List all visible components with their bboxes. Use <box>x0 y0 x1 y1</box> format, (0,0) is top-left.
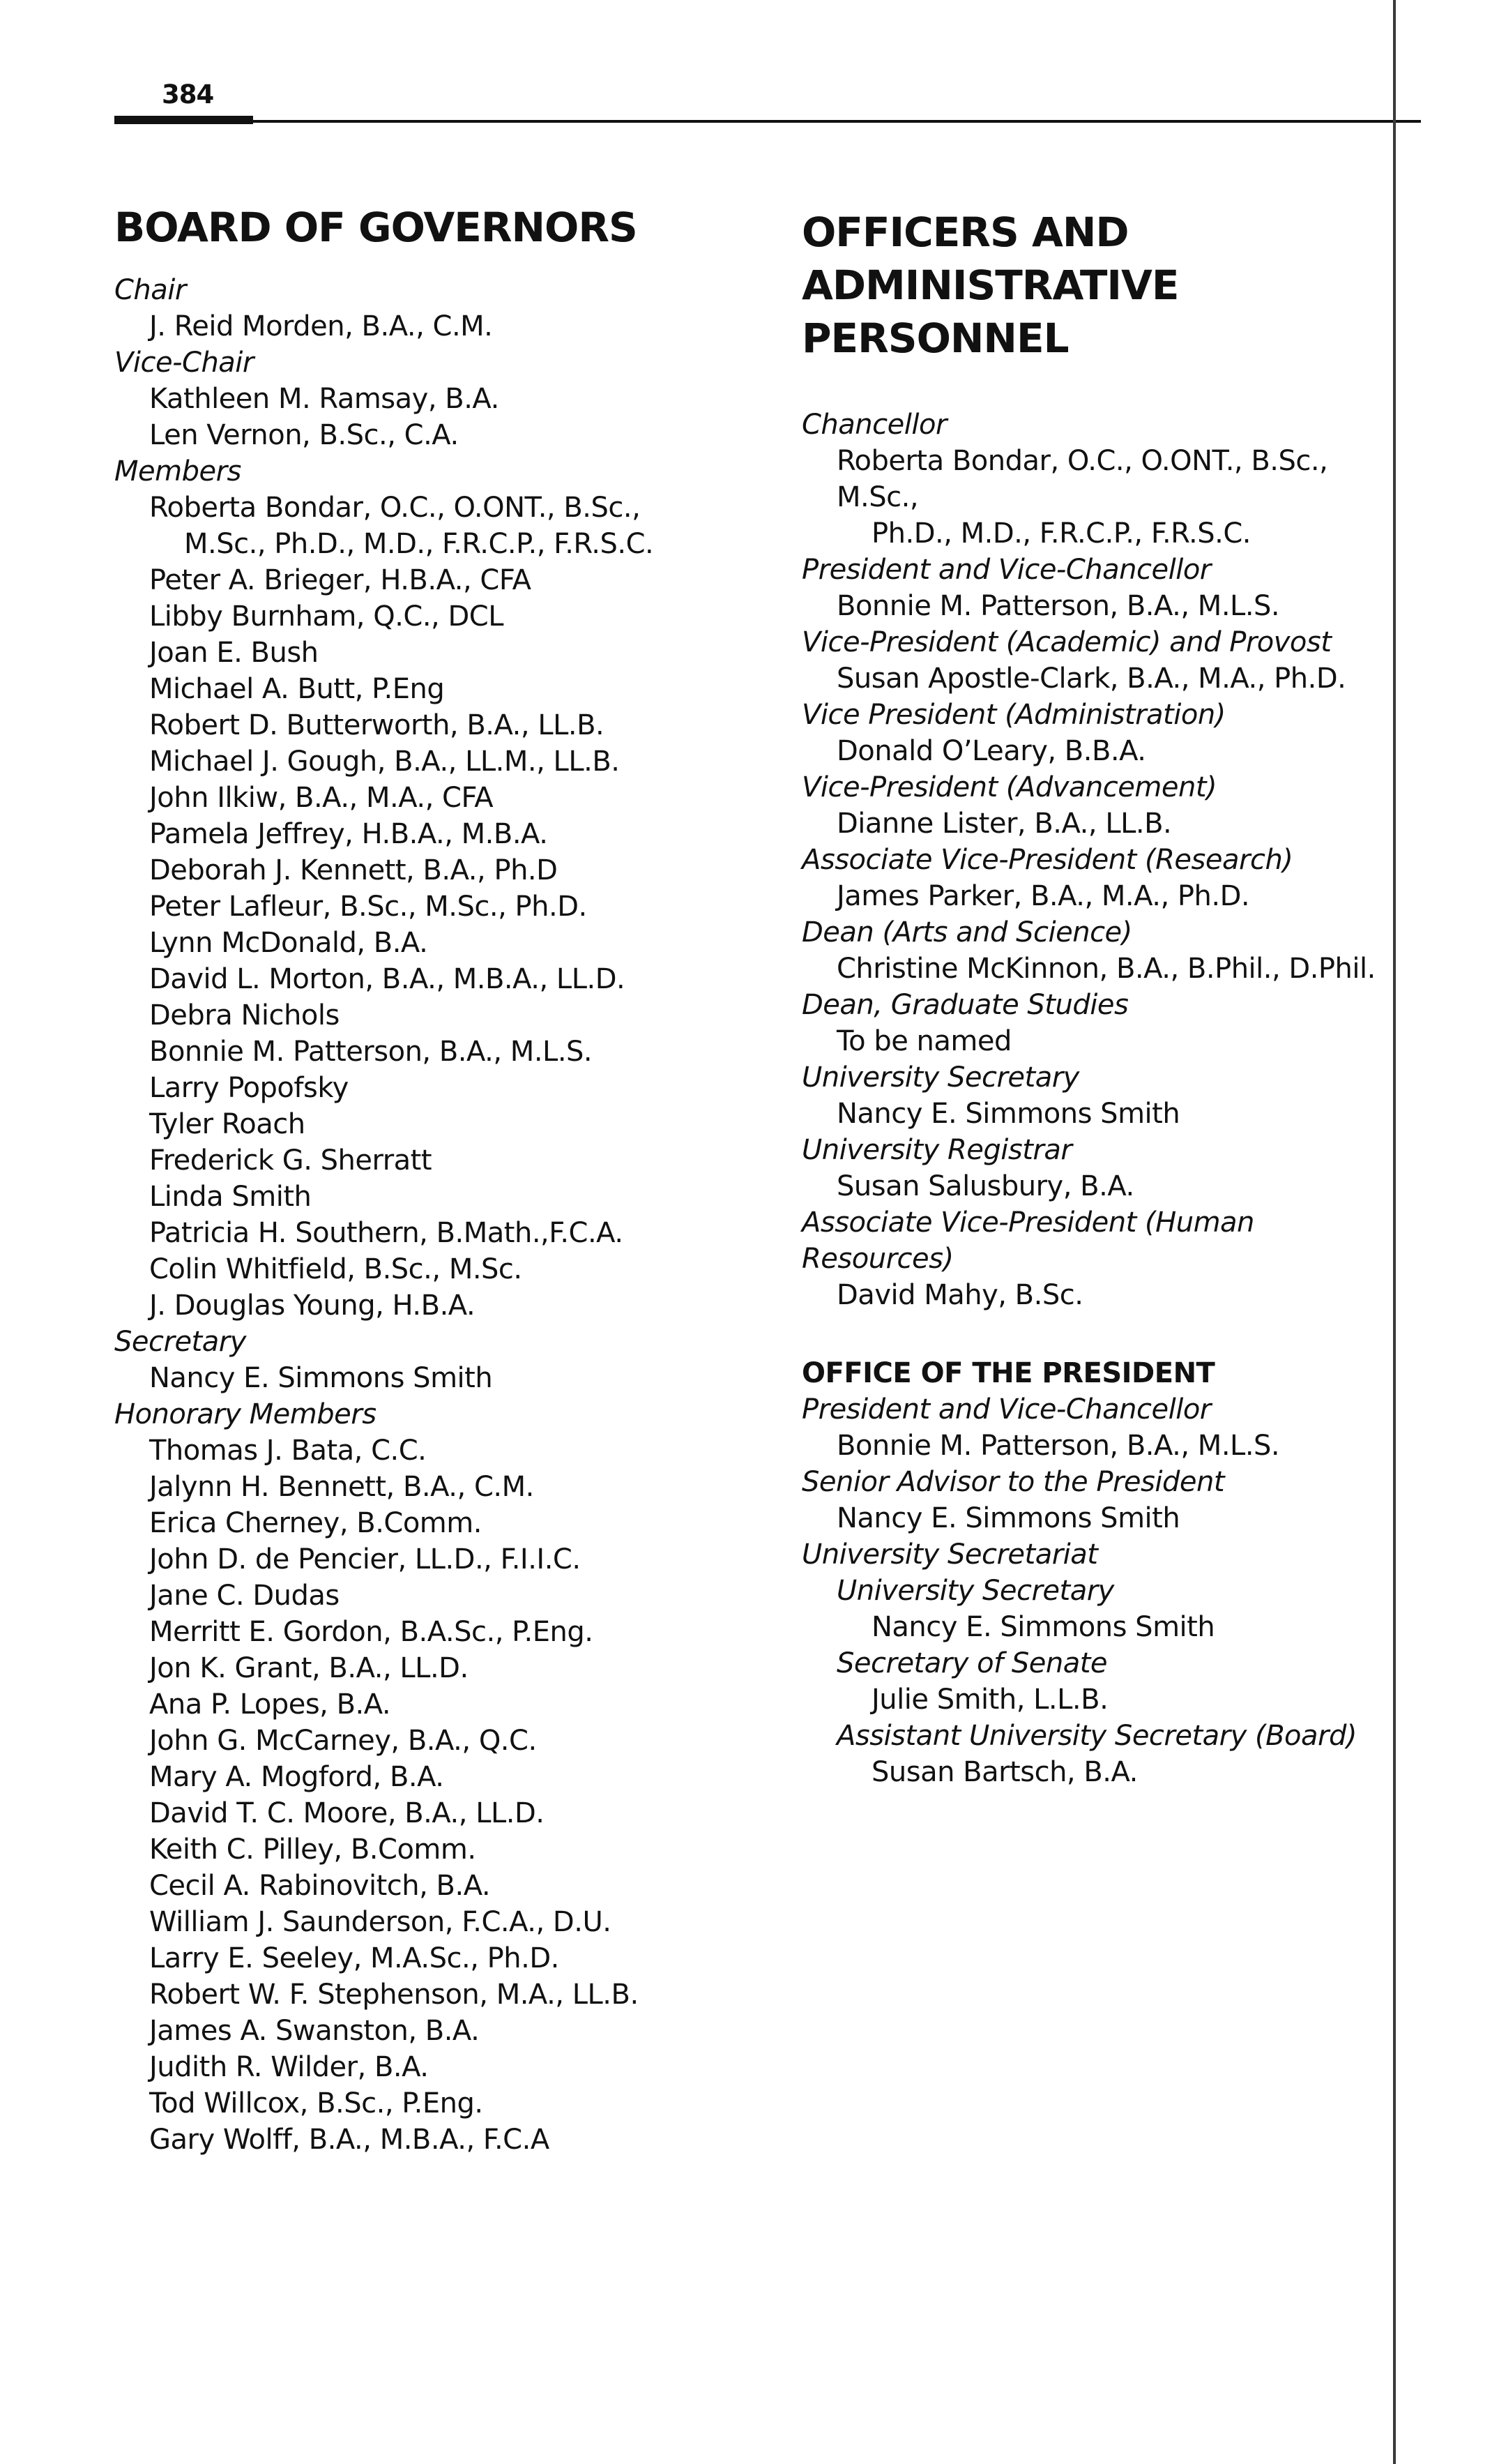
honorary-member-name: Merritt E. Gordon, B.A.Sc., P.Eng. <box>149 1616 593 1648</box>
officer-role: Associate Vice-President (Research) <box>802 844 1293 876</box>
member-name: Patricia H. Southern, B.Math.,F.C.A. <box>149 1217 623 1249</box>
member-name: Deborah J. Kennett, B.A., Ph.D <box>149 854 558 886</box>
members-list <box>114 562 742 1324</box>
header-rule <box>114 120 1421 123</box>
member-name: Tyler Roach <box>149 1108 305 1140</box>
officer-role: University Secretary <box>802 1061 1079 1094</box>
officer-name: Roberta Bondar, O.C., O.ONT., B.Sc., M.Sc., <box>837 445 1328 513</box>
member-name: Peter Lafleur, B.Sc., M.Sc., Ph.D. <box>149 891 587 923</box>
member-name: Colin Whitfield, B.Sc., M.Sc. <box>149 1253 522 1285</box>
member-name: David L. Morton, B.A., M.B.A., LL.D. <box>149 963 625 995</box>
header-rule-accent <box>114 116 253 124</box>
honorary-members-label: Honorary Members <box>114 1398 376 1430</box>
office-sub-role: Assistant University Secretary (Board) <box>837 1720 1357 1752</box>
office-person: Bonnie M. Patterson, B.A., M.L.S. <box>837 1430 1280 1462</box>
member-name: Debra Nichols <box>149 999 340 1031</box>
officers-heading <box>802 206 1387 365</box>
office-of-the-president-heading: OFFICE OF THE PRESIDENT <box>802 1357 1215 1389</box>
officers-heading-line: OFFICERS AND <box>802 209 1129 256</box>
officers-heading-line: PERSONNEL <box>802 315 1069 362</box>
member-name-continued: M.Sc., Ph.D., M.D., F.R.C.P., F.R.S.C. <box>184 528 654 560</box>
officer-name: To be named <box>837 1025 1012 1057</box>
officer-name: Dianne Lister, B.A., LL.B. <box>837 808 1172 840</box>
member-name: J. Douglas Young, H.B.A. <box>149 1290 475 1322</box>
office-person: Nancy E. Simmons Smith <box>837 1502 1180 1534</box>
honorary-member-name: William J. Saunderson, F.C.A., D.U. <box>149 1906 611 1938</box>
honorary-member-name: James A. Swanston, B.A. <box>149 2015 480 2047</box>
member-name: Michael J. Gough, B.A., LL.M., LL.B. <box>149 746 620 778</box>
officers-list <box>802 407 1387 1313</box>
member-name: Lynn McDonald, B.A. <box>149 927 428 959</box>
member-name: Frederick G. Sherratt <box>149 1144 432 1177</box>
chair-label: Chair <box>114 274 186 306</box>
office-person: Julie Smith, L.L.B. <box>872 1684 1109 1716</box>
honorary-member-name: Erica Cherney, B.Comm. <box>149 1507 482 1539</box>
secretary-label: Secretary <box>114 1326 246 1358</box>
officer-role: Vice-President (Advancement) <box>802 771 1217 803</box>
board-of-governors-heading: BOARD OF GOVERNORS <box>114 204 637 251</box>
officer-name: Susan Apostle-Clark, B.A., M.A., Ph.D. <box>837 663 1346 695</box>
officer-name: David Mahy, B.Sc. <box>837 1279 1083 1311</box>
member-name: Larry Popofsky <box>149 1072 349 1104</box>
honorary-member-name: Keith C. Pilley, B.Comm. <box>149 1834 476 1866</box>
honorary-member-name: Jalynn H. Bennett, B.A., C.M. <box>149 1471 534 1503</box>
member-name: Peter A. Brieger, H.B.A., CFA <box>149 564 531 596</box>
member-name: Libby Burnham, Q.C., DCL <box>149 600 503 633</box>
honorary-member-name: Mary A. Mogford, B.A. <box>149 1761 444 1793</box>
officer-role: University Registrar <box>802 1134 1072 1166</box>
vice-chair-label: Vice-Chair <box>114 347 254 379</box>
officer-name: James Parker, B.A., M.A., Ph.D. <box>837 880 1250 912</box>
officers-heading-line: ADMINISTRATIVE <box>802 262 1179 309</box>
officer-role: Vice President (Administration) <box>802 699 1226 731</box>
honorary-members-list <box>114 1433 742 2158</box>
member-name: Joan E. Bush <box>149 637 319 669</box>
honorary-member-name: David T. C. Moore, B.A., LL.D. <box>149 1797 545 1829</box>
office-sub-role: Secretary of Senate <box>837 1647 1107 1679</box>
officers-column <box>802 206 1387 1790</box>
page-edge-line <box>1393 0 1396 2464</box>
chair-name: J. Reid Morden, B.A., C.M. <box>149 310 493 342</box>
officer-name: Nancy E. Simmons Smith <box>837 1098 1180 1130</box>
officer-role: Chancellor <box>802 409 947 441</box>
honorary-member-name: Robert W. F. Stephenson, M.A., LL.B. <box>149 1979 639 2011</box>
board-of-governors-column <box>114 202 742 2158</box>
page-number: 384 <box>162 80 214 109</box>
secretary-name: Nancy E. Simmons Smith <box>149 1362 493 1394</box>
office-role: Senior Advisor to the President <box>802 1466 1225 1498</box>
honorary-member-name: Tod Willcox, B.Sc., P.Eng. <box>149 2087 483 2119</box>
honorary-member-name: Cecil A. Rabinovitch, B.A. <box>149 1870 491 1902</box>
office-role: President and Vice-Chancellor <box>802 1393 1211 1426</box>
member-name: Robert D. Butterworth, B.A., LL.B. <box>149 709 604 741</box>
officer-name: Donald O’Leary, B.B.A. <box>837 735 1146 767</box>
office-person: Nancy E. Simmons Smith <box>872 1611 1215 1643</box>
officer-role: Vice-President (Academic) and Provost <box>802 626 1332 658</box>
officer-name: Bonnie M. Patterson, B.A., M.L.S. <box>837 590 1280 622</box>
honorary-member-name: Gary Wolff, B.A., M.B.A., F.C.A <box>149 2124 549 2156</box>
vice-chair-name: Kathleen M. Ramsay, B.A. <box>149 383 499 415</box>
member-name: John Ilkiw, B.A., M.A., CFA <box>149 782 494 814</box>
office-sub-role: University Secretary <box>837 1575 1114 1607</box>
office-person: Susan Bartsch, B.A. <box>872 1756 1138 1788</box>
officer-role: Associate Vice-President (Human Resources) <box>802 1207 1254 1275</box>
honorary-member-name: Judith R. Wilder, B.A. <box>149 2051 429 2083</box>
honorary-member-name: John D. de Pencier, LL.D., F.I.I.C. <box>149 1543 581 1575</box>
member-name: Pamela Jeffrey, H.B.A., M.B.A. <box>149 818 548 850</box>
member-name: Michael A. Butt, P.Eng <box>149 673 445 705</box>
officer-role: President and Vice-Chancellor <box>802 554 1211 586</box>
member-name: Roberta Bondar, O.C., O.ONT., B.Sc., <box>149 492 641 524</box>
honorary-member-name: John G. McCarney, B.A., Q.C. <box>149 1725 537 1757</box>
honorary-member-name: Jane C. Dudas <box>149 1580 340 1612</box>
member-name: Linda Smith <box>149 1181 312 1213</box>
honorary-member-name: Thomas J. Bata, C.C. <box>149 1435 427 1467</box>
officer-name: Susan Salusbury, B.A. <box>837 1170 1134 1202</box>
honorary-member-name: Jon K. Grant, B.A., LL.D. <box>149 1652 469 1684</box>
members-label: Members <box>114 455 241 487</box>
honorary-member-name: Ana P. Lopes, B.A. <box>149 1688 391 1721</box>
officer-role: Dean, Graduate Studies <box>802 989 1129 1021</box>
officer-name-continued: Ph.D., M.D., F.R.C.P., F.R.S.C. <box>872 517 1251 550</box>
honorary-member-name: Larry E. Seeley, M.A.Sc., Ph.D. <box>149 1942 559 1974</box>
member-name: Bonnie M. Patterson, B.A., M.L.S. <box>149 1036 593 1068</box>
officer-role: Dean (Arts and Science) <box>802 916 1132 948</box>
office-role: University Secretariat <box>802 1539 1098 1571</box>
vice-chair-name: Len Vernon, B.Sc., C.A. <box>149 419 459 451</box>
officer-name: Christine McKinnon, B.A., B.Phil., D.Phil. <box>837 953 1376 985</box>
